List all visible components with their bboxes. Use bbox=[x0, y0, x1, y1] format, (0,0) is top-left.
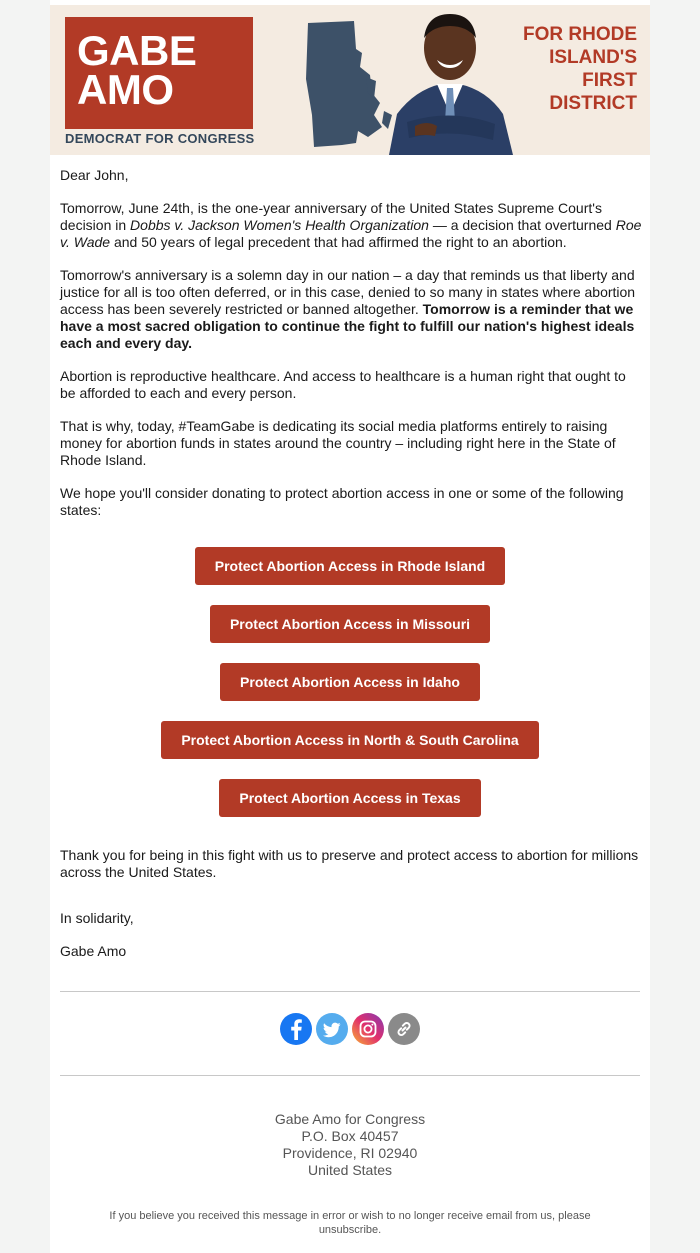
signature: Gabe Amo bbox=[60, 943, 127, 959]
paragraph-teamgabe: That is why, today, #TeamGabe is dedicating its social media platforms entirely to raising money for abortion funds in states around the country – including right here in the State of Rhode Island. bbox=[60, 418, 616, 468]
logo-tagline: DEMOCRAT FOR CONGRESS bbox=[65, 131, 255, 146]
email-body bbox=[50, 0, 650, 1253]
closing bbox=[60, 847, 642, 960]
footer-po-box: P.O. Box 40457 bbox=[301, 1128, 399, 1144]
candidate-photo bbox=[375, 10, 525, 155]
district-title: FOR RHODE ISLAND'S FIRST DISTRICT bbox=[523, 24, 637, 114]
donate-button-missouri[interactable]: Protect Abortion Access in Missouri bbox=[210, 605, 490, 643]
footer-country: United States bbox=[307, 1162, 393, 1178]
footer-city: Providence, RI 02940 bbox=[282, 1145, 418, 1161]
divider-top bbox=[60, 991, 640, 992]
paragraph-anniversary: Tomorrow, June 24th, is the one-year anniversary of the United States Supreme Court's decision in Dobbs v. Jackson Women's Health Organization — a decision that overturned Roe v. Wade and 50 years of legal precedent that had affirmed the right to an abortion. bbox=[60, 200, 642, 250]
donate-button-idaho[interactable]: Protect Abortion Access in Idaho bbox=[220, 663, 480, 701]
footer-address bbox=[50, 1111, 650, 1179]
signoff: In solidarity, bbox=[60, 910, 134, 926]
paragraph-donate: We hope you'll consider donating to protect abortion access in one or some of the following states: bbox=[60, 485, 624, 518]
case-name: Dobbs v. Jackson Women's Health Organization bbox=[130, 217, 429, 233]
unsubscribe-notice[interactable]: If you believe you received this message in error or wish to no longer receive email from us, please unsubscribe. bbox=[109, 1210, 591, 1236]
twitter-icon[interactable] bbox=[316, 1013, 348, 1045]
donate-button-rhode-island[interactable]: Protect Abortion Access in Rhode Island bbox=[195, 547, 505, 585]
paragraph-healthcare: Abortion is reproductive healthcare. And access to healthcare is a human right that ought to be afforded to each and every person. bbox=[60, 368, 626, 401]
case-roe: Roe v. Wade bbox=[60, 217, 642, 250]
bold-statement: Tomorrow is a reminder that we have a most sacred obligation to continue the fight to fulfill our nation's highest ideals each and every day. bbox=[60, 301, 635, 351]
donate-button-texas[interactable]: Protect Abortion Access in Texas bbox=[219, 779, 480, 817]
thanks-paragraph: Thank you for being in this fight with us to preserve and protect access to abortion for millions across the United States. bbox=[60, 847, 639, 880]
facebook-icon[interactable] bbox=[280, 1013, 312, 1045]
campaign-banner bbox=[50, 5, 650, 155]
divider-bottom bbox=[60, 1075, 640, 1076]
social-links bbox=[50, 1013, 650, 1045]
donate-buttons bbox=[50, 547, 650, 837]
greeting: Dear John, bbox=[60, 167, 129, 183]
donate-button-carolinas[interactable]: Protect Abortion Access in North & South Carolina bbox=[161, 721, 538, 759]
link-icon[interactable] bbox=[388, 1013, 420, 1045]
logo-name: GABE AMO bbox=[77, 27, 197, 113]
logo bbox=[65, 17, 253, 129]
letter-body bbox=[60, 167, 642, 535]
instagram-icon[interactable] bbox=[352, 1013, 384, 1045]
footer-org: Gabe Amo for Congress bbox=[274, 1111, 426, 1127]
paragraph-solemn: Tomorrow's anniversary is a solemn day in our nation – a day that reminds us that liberty and justice for all is too often deferred, or in this case, denied to so many in states where abortion access has been severely restricted or banned altogether. Tomorrow is a reminder that we have a most sacred obligation to continue the fight to fulfill our nation's highest ideals each and every day. bbox=[60, 267, 636, 351]
